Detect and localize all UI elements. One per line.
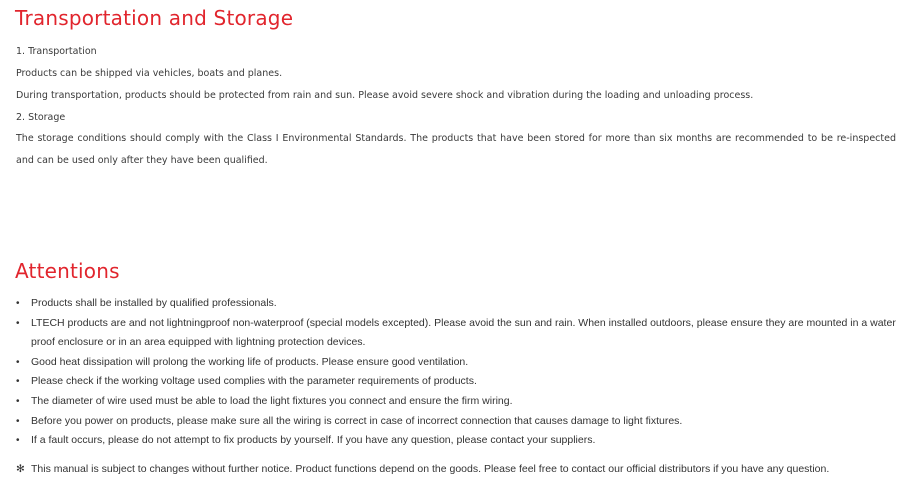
transport-storage-title: Transportation and Storage bbox=[15, 6, 294, 30]
list-item-text: Please check if the working voltage used complies with the parameter requirements of products. bbox=[31, 375, 477, 388]
bullet-icon: • bbox=[16, 376, 20, 388]
attentions-title: Attentions bbox=[15, 259, 120, 283]
list-item bbox=[16, 314, 900, 353]
manual-notice bbox=[16, 461, 829, 477]
asterisk-icon: ✻ bbox=[16, 463, 25, 475]
list-item-text: The diameter of wire used must be able to load the light fixtures you connect and ensure the firm wiring. bbox=[31, 394, 513, 407]
transport-line-vehicles: Products can be shipped via vehicles, boats and planes. bbox=[16, 68, 283, 79]
transport-line-protection: During transportation, products should be protected from rain and sun. Please avoid severe shock and vibration during the loading and unloading process. bbox=[16, 90, 754, 101]
storage-paragraph: The storage conditions should comply with the Class I Environmental Standards. The products that have been stored for more than six months are recommended to be re-inspected and can be used only after they have been qualified. bbox=[16, 133, 896, 166]
manual-notice-text: This manual is subject to changes without further notice. Product functions depend on the goods. Please feel free to contact our official distributors if you have any question. bbox=[31, 463, 830, 475]
storage-heading: 2. Storage bbox=[16, 112, 66, 123]
list-item-text: If a fault occurs, please do not attempt to fix products by yourself. If you have any question, please contact your suppliers. bbox=[31, 434, 596, 447]
list-item bbox=[16, 353, 900, 373]
list-item-text: LTECH products are and not lightningproof non-waterproof (special models excepted). Please avoid the sun and rain. When installed outdoors, please ensure they are mounted in a water proof enclosure or in an area equipped with lightning protection devices. bbox=[31, 316, 896, 349]
bullet-icon: • bbox=[16, 415, 20, 427]
list-item-text: Good heat dissipation will prolong the working life of products. Please ensure good ventilation. bbox=[31, 355, 469, 368]
list-item-text: Products shall be installed by qualified professionals. bbox=[31, 297, 277, 309]
bullet-icon: • bbox=[16, 356, 20, 368]
list-item-text: Before you power on products, please make sure all the wiring is correct in case of incorrect connection that causes damage to light fixtures. bbox=[31, 414, 683, 427]
list-item bbox=[16, 372, 900, 392]
bullet-icon: • bbox=[16, 395, 20, 407]
attentions-list bbox=[16, 294, 900, 451]
list-item bbox=[16, 412, 900, 432]
bullet-icon: • bbox=[16, 435, 20, 447]
list-item bbox=[16, 431, 900, 451]
list-item bbox=[16, 294, 900, 314]
bullet-icon: • bbox=[16, 317, 20, 329]
transport-heading: 1. Transportation bbox=[16, 46, 97, 57]
list-item bbox=[16, 392, 900, 412]
bullet-icon: • bbox=[16, 298, 20, 309]
